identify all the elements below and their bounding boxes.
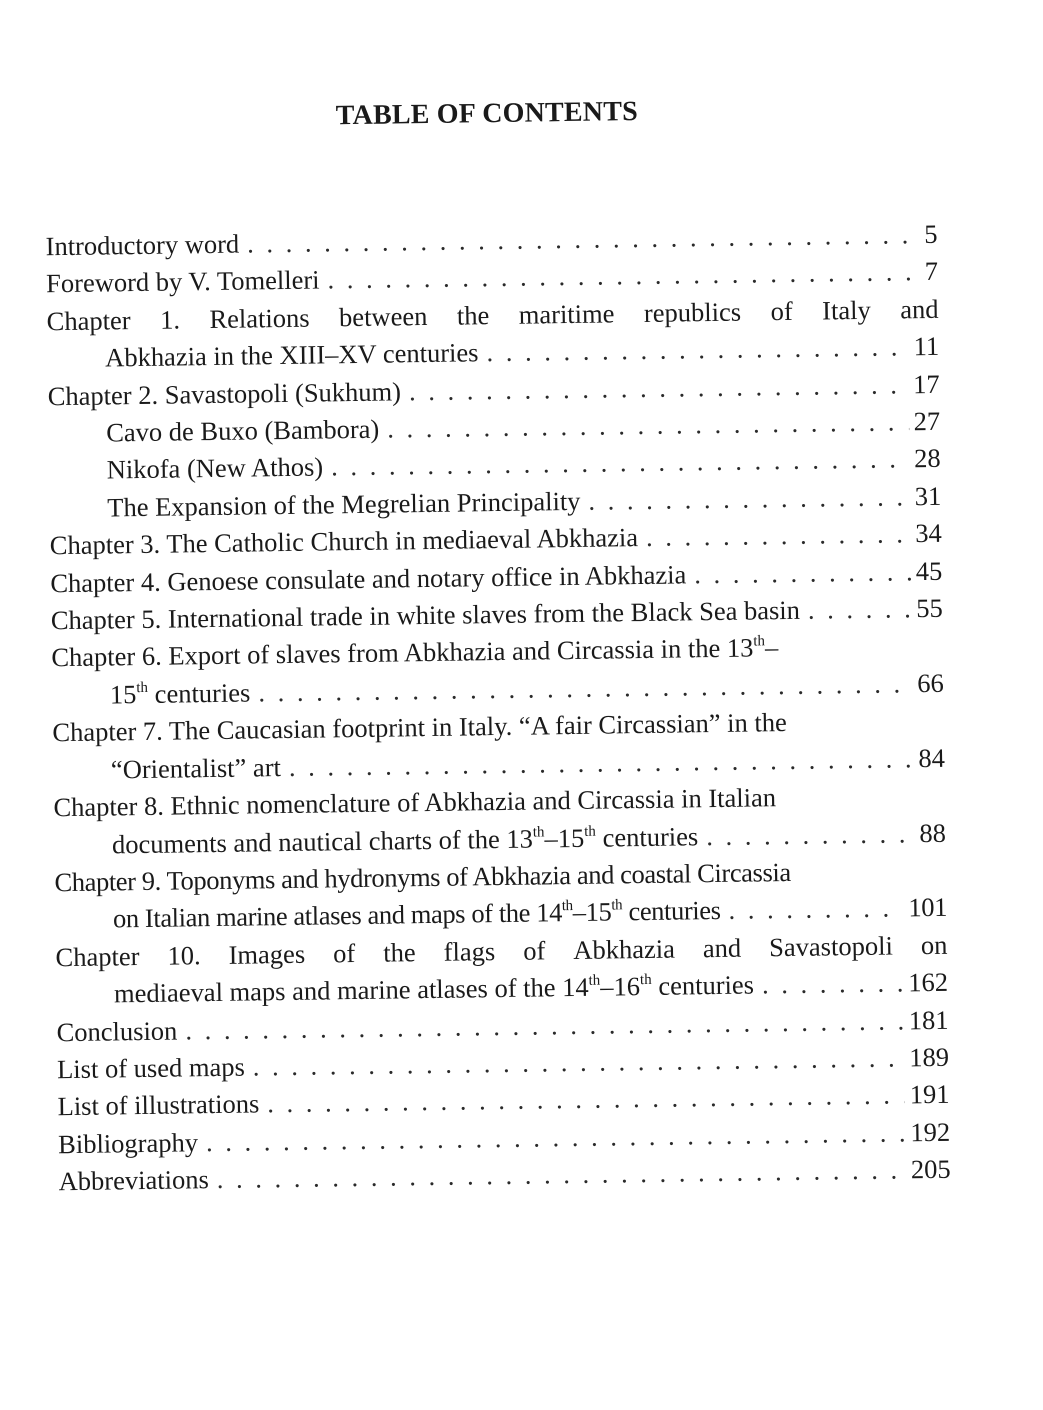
entry-page-number: 84 (918, 742, 946, 773)
entry-title-continuation: “Orientalist” art (110, 751, 282, 785)
entry-page-number: 205 (910, 1153, 951, 1185)
entry-page-number: 7 (924, 256, 939, 287)
dot-leader (728, 890, 903, 930)
entry-page-number: 45 (915, 555, 943, 586)
entry-title: Nikofa (New Athos) (106, 451, 324, 485)
entry-page-number: 11 (913, 331, 940, 362)
entry-page-number: 192 (910, 1116, 951, 1148)
entry-page-number: 191 (909, 1079, 950, 1110)
entry-page-number: 189 (909, 1041, 950, 1073)
entry-title: List of used maps (56, 1051, 245, 1085)
entry-page-number: 88 (919, 817, 947, 848)
entry-page-number: 27 (913, 405, 941, 437)
entry-title-line-1: Chapter 9. Toponyms and hydronyms of Abkhazia and coastal Circassia (54, 856, 791, 898)
entry-title: The Expansion of the Megrelian Principality (107, 485, 581, 523)
entry-page-number: 181 (908, 1004, 949, 1035)
entry-title: Introductory word (45, 228, 240, 262)
entry-title: Chapter 3. The Catholic Church in mediaeval Abkhazia (49, 522, 639, 561)
entry-title: Chapter 2. Savastopoli (Sukhum) (47, 375, 402, 411)
entry-title-line-1: Chapter 1. Relations between the maritime republics of Italy and (46, 293, 939, 337)
entry-title-line-1: Chapter 6. Export of slaves from Abkhazia and Circassia in the 13th– (51, 632, 779, 673)
entry-title: Bibliography (57, 1127, 199, 1159)
toc-entry-chapter-6[interactable] (51, 627, 944, 714)
entry-page-number: 55 (916, 592, 943, 624)
entry-page-number: 5 (924, 218, 938, 250)
entry-page-number: 101 (908, 892, 948, 923)
entry-title-continuation: documents and nautical charts of the 13th–15th centuries (111, 820, 699, 859)
entry-page-number: 162 (908, 966, 949, 998)
toc-entry-chapter-9[interactable] (54, 852, 947, 939)
entry-page-number: 31 (914, 480, 942, 512)
dot-leader (646, 516, 911, 557)
toc-entry-chapter-1[interactable] (46, 291, 939, 378)
entry-title-line-1: Chapter 10. Images of the flags of Abkhazia and Savastopoli on (55, 929, 948, 972)
entry-title-continuation: mediaeval maps and marine atlases of the 14th–16th centuries (113, 969, 755, 1009)
entry-title-line-1: Chapter 8. Ethnic nomenclature of Abkhazia and Circassia in Italian (53, 782, 777, 823)
toc-entry-chapter-10[interactable] (55, 926, 948, 1013)
entry-page-number: 34 (915, 518, 942, 549)
toc-list (45, 216, 950, 1201)
entry-title: Chapter 5. International trade in white slaves from the Black Sea basin (50, 594, 801, 636)
dot-leader (486, 328, 909, 371)
toc-entry-chapter-8[interactable] (53, 777, 946, 864)
entry-page-number: 17 (912, 368, 940, 399)
entry-title-continuation: Abkhazia in the XIII–XV centuries (104, 337, 479, 373)
dot-leader (706, 815, 915, 855)
entry-title: Foreword by V. Tomelleri (45, 264, 320, 299)
entry-title-line-1: Chapter 7. The Caucasian footprint in Italy. “A fair Circassian” in the (52, 707, 787, 748)
entry-title: List of illustrations (57, 1088, 260, 1122)
dot-leader (694, 553, 911, 593)
entry-page-number: 66 (917, 667, 945, 699)
entry-title-continuation: on Italian marine atlases and maps of the 14th–15th centuries (112, 895, 721, 934)
page-title: TABLE OF CONTENTS (335, 96, 639, 132)
entry-page-number: 28 (913, 443, 941, 474)
entry-title: Cavo de Buxo (Bambora) (106, 413, 380, 448)
entry-title: Chapter 4. Genoese consulate and notary office in Abkhazia (50, 559, 687, 598)
entry-title-continuation: 15th centuries (109, 677, 251, 710)
entry-title: Abbreviations (58, 1164, 210, 1197)
entry-title: Conclusion (56, 1015, 178, 1047)
dot-leader (588, 478, 910, 520)
toc-entry-chapter-7[interactable] (52, 702, 945, 789)
dot-leader (762, 965, 904, 1004)
dot-leader (808, 590, 912, 629)
